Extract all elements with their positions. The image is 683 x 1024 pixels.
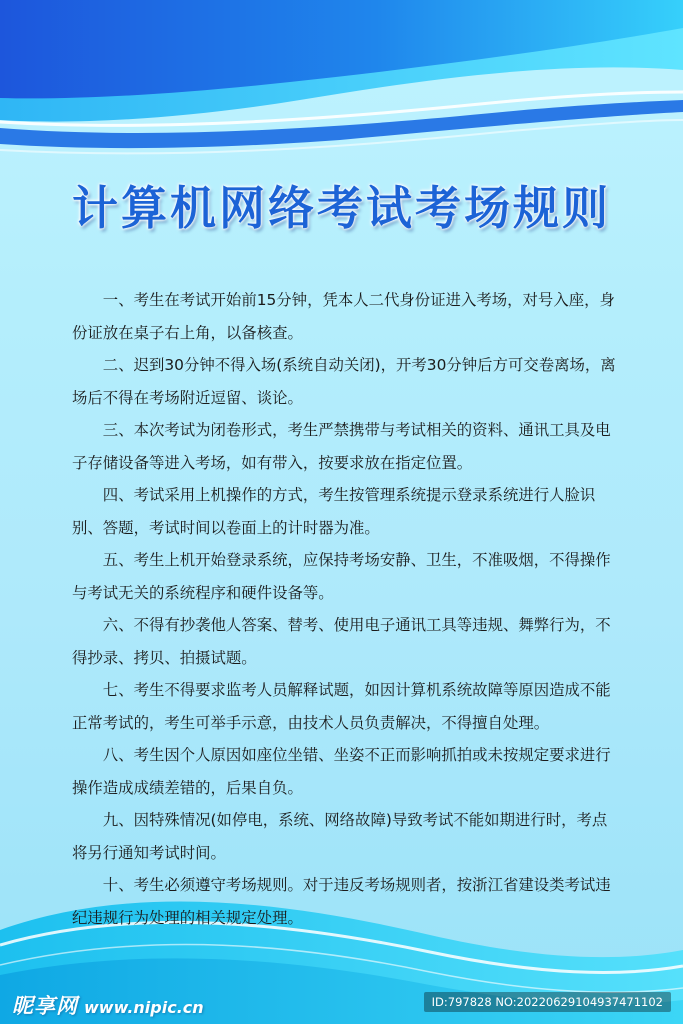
rule-item: 五、考生上机开始登录系统，应保持考场安静、卫生，不准吸烟，不得操作与考试无关的系统程序和硬件设备等。: [72, 551, 611, 602]
rule-item: 十、考生必须遵守考场规则。对于违反考场规则者，按浙江省建设类考试违纪违规行为处理的相关规定处理。: [72, 876, 611, 927]
watermark-id: ID:797828 NO:20220629104937471102: [424, 992, 671, 1012]
rule-item: 八、考生因个人原因如座位坐错、坐姿不正而影响抓拍或未按规定要求进行操作造成成绩差错的，后果自负。: [72, 746, 611, 797]
rule-item: 四、考试采用上机操作的方式，考生按管理系统提示登录系统进行人脸识别、答题，考试时间以卷面上的计时器为准。: [72, 486, 596, 537]
rules-list: [72, 284, 620, 934]
rule-item: 二、迟到30分钟不得入场(系统自动关闭)，开考30分钟后方可交卷离场，离场后不得在考场附近逗留、谈论。: [72, 356, 616, 407]
rule-item: 六、不得有抄袭他人答案、替考、使用电子通讯工具等违规、舞弊行为，不得抄录、拷贝、拍摄试题。: [72, 616, 611, 667]
watermark-brand: 昵享网: [12, 994, 78, 1018]
rule-item: 一、考生在考试开始前15分钟，凭本人二代身份证进入考场，对号入座，身份证放在桌子右上角，以备核查。: [72, 291, 615, 342]
rule-item: 九、因特殊情况(如停电，系统、网络故障)导致考试不能如期进行时，考点将另行通知考试时间。: [72, 811, 608, 862]
rule-item: 三、本次考试为闭卷形式，考生严禁携带与考试相关的资料、通讯工具及电子存储设备等进入考场，如有带入，按要求放在指定位置。: [72, 421, 611, 472]
poster-title: 计算机网络考试考场规则: [72, 181, 611, 235]
rule-item: 七、考生不得要求监考人员解释试题，如因计算机系统故障等原因造成不能正常考试的，考生可举手示意，由技术人员负责解决，不得擅自处理。: [72, 681, 611, 732]
watermark-url: www.nipic.cn: [84, 998, 204, 1017]
watermark-logo: [12, 990, 204, 1020]
